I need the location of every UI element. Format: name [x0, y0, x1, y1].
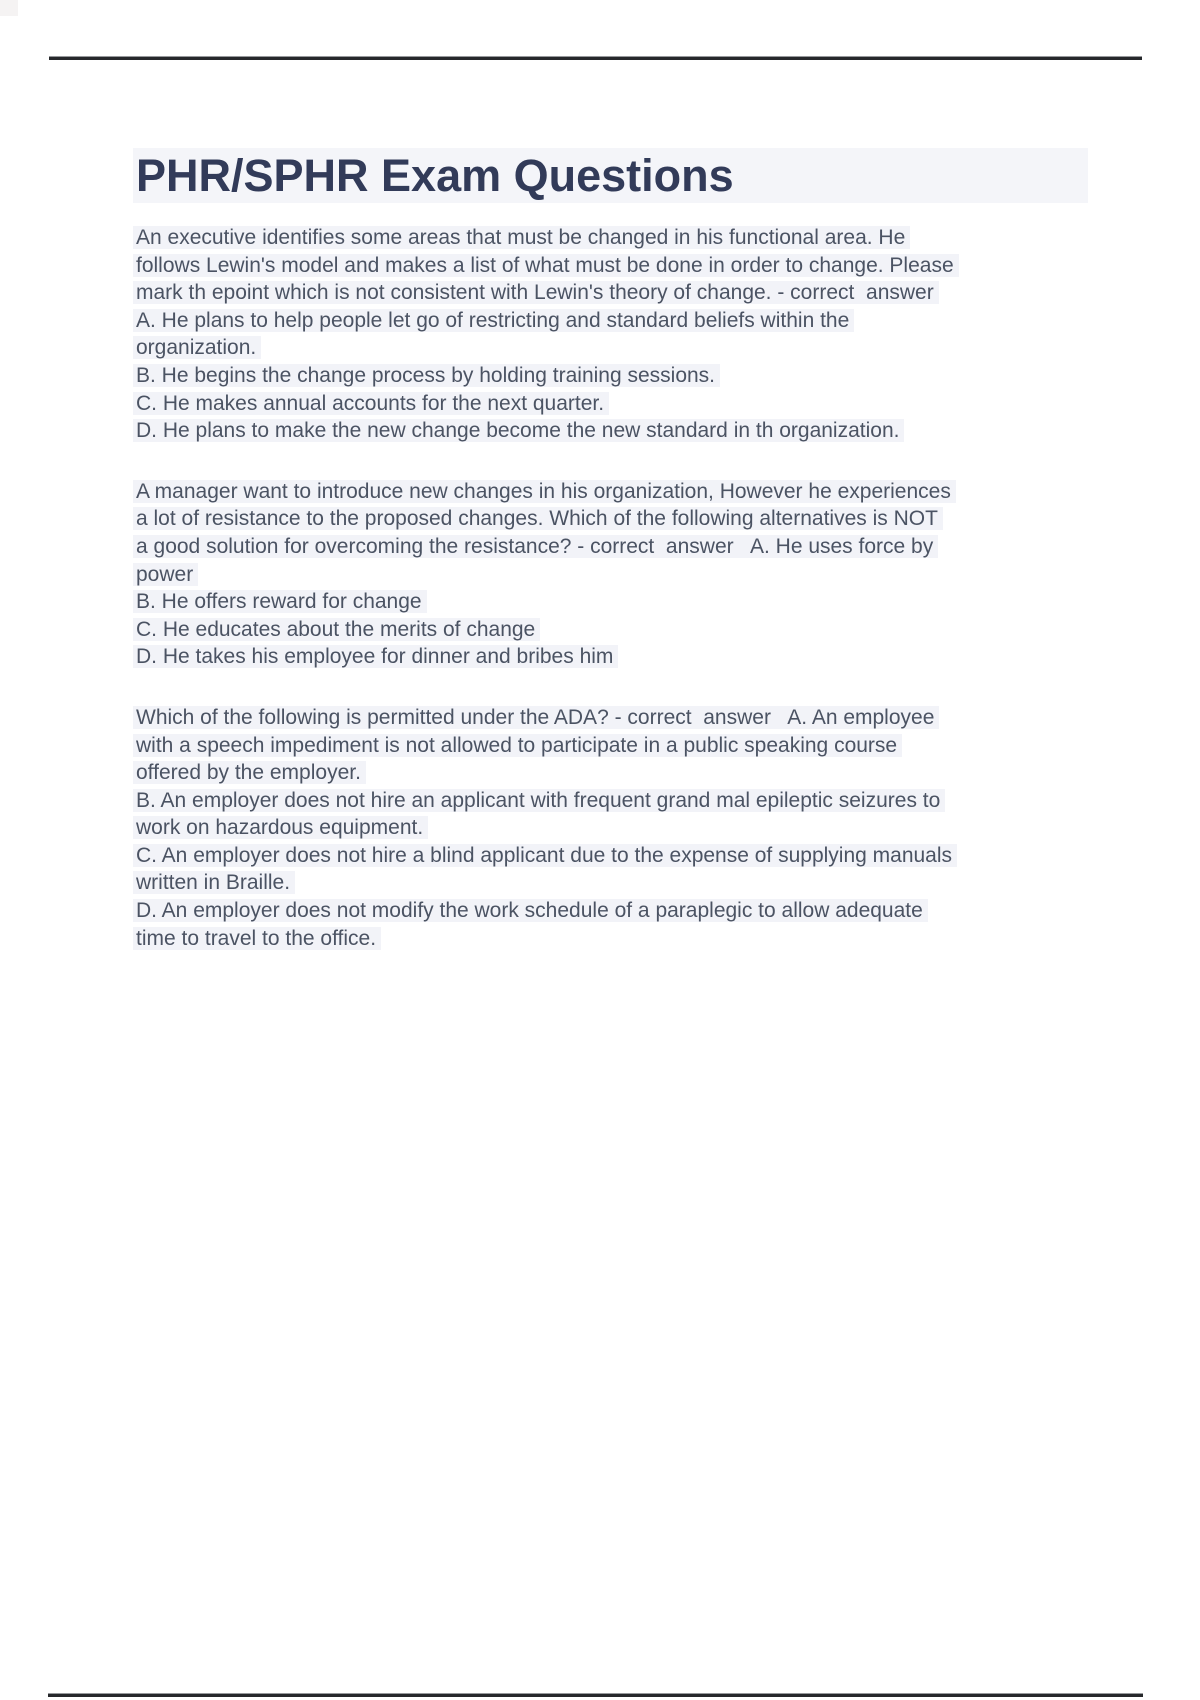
text-line: [136, 334, 1066, 362]
text-line: [136, 616, 1066, 644]
highlighted-text: time to travel to the office.: [133, 927, 381, 950]
highlighted-text: B. He begins the change process by holding training sessions.: [133, 364, 720, 387]
text-line: [136, 588, 1066, 616]
text-line: [136, 814, 1066, 842]
highlighted-text: organization.: [133, 336, 261, 359]
highlighted-text: mark th epoint which is not consistent with Lewin's theory of change. - correct answer: [133, 281, 939, 304]
text-line: [136, 307, 1066, 335]
highlighted-text: follows Lewin's model and makes a list of what must be done in order to change. Please: [133, 254, 959, 277]
highlighted-text: D. He plans to make the new change become the new standard in th organization.: [133, 419, 904, 442]
highlighted-text: An executive identifies some areas that must be changed in his functional area. He: [133, 226, 910, 249]
text-line: [136, 417, 1066, 445]
top-rule: [49, 57, 1142, 60]
questions-container: [136, 224, 1066, 952]
text-line: [136, 869, 1066, 897]
text-line: [136, 925, 1066, 953]
text-line: [136, 787, 1066, 815]
highlighted-text: written in Braille.: [133, 871, 295, 894]
highlighted-text: D. An employer does not modify the work schedule of a paraplegic to allow adequate: [133, 899, 928, 922]
text-line: [136, 279, 1066, 307]
highlighted-text: a good solution for overcoming the resistance? - correct answer A. He uses force by: [133, 535, 938, 558]
highlighted-text: a lot of resistance to the proposed changes. Which of the following alternatives is NOT: [133, 507, 943, 530]
highlighted-text: A manager want to introduce new changes in his organization, However he experiences: [133, 480, 956, 503]
page-title: PHR/SPHR Exam Questions: [133, 148, 1088, 203]
highlighted-text: B. He offers reward for change: [133, 590, 427, 613]
text-line: [136, 897, 1066, 925]
text-line: [136, 505, 1066, 533]
text-line: [136, 478, 1066, 506]
highlighted-text: with a speech impediment is not allowed to participate in a public speaking course: [133, 734, 902, 757]
text-line: [136, 732, 1066, 760]
highlighted-text: C. He educates about the merits of change: [133, 618, 540, 641]
highlighted-text: power: [133, 563, 198, 586]
text-line: [136, 759, 1066, 787]
corner-artifact: [0, 0, 18, 16]
highlighted-text: offered by the employer.: [133, 761, 366, 784]
question-block-2: [136, 478, 1066, 671]
highlighted-text: work on hazardous equipment.: [133, 816, 428, 839]
text-line: [136, 533, 1066, 561]
highlighted-text: Which of the following is permitted under the ADA? - correct answer A. An employee: [133, 706, 939, 729]
highlighted-text: B. An employer does not hire an applicant with frequent grand mal epileptic seizures to: [133, 789, 945, 812]
highlighted-text: C. He makes annual accounts for the next quarter.: [133, 392, 609, 415]
text-line: [136, 643, 1066, 671]
text-line: [136, 362, 1066, 390]
text-line: [136, 252, 1066, 280]
bottom-rule: [48, 1694, 1143, 1697]
question-block-1: [136, 224, 1066, 445]
question-block-3: [136, 704, 1066, 952]
text-line: [136, 561, 1066, 589]
highlighted-text: C. An employer does not hire a blind applicant due to the expense of supplying manuals: [133, 844, 957, 867]
text-line: [136, 704, 1066, 732]
text-line: [136, 224, 1066, 252]
text-line: [136, 842, 1066, 870]
highlighted-text: D. He takes his employee for dinner and bribes him: [133, 645, 618, 668]
highlighted-text: A. He plans to help people let go of restricting and standard beliefs within the: [133, 309, 854, 332]
text-line: [136, 390, 1066, 418]
